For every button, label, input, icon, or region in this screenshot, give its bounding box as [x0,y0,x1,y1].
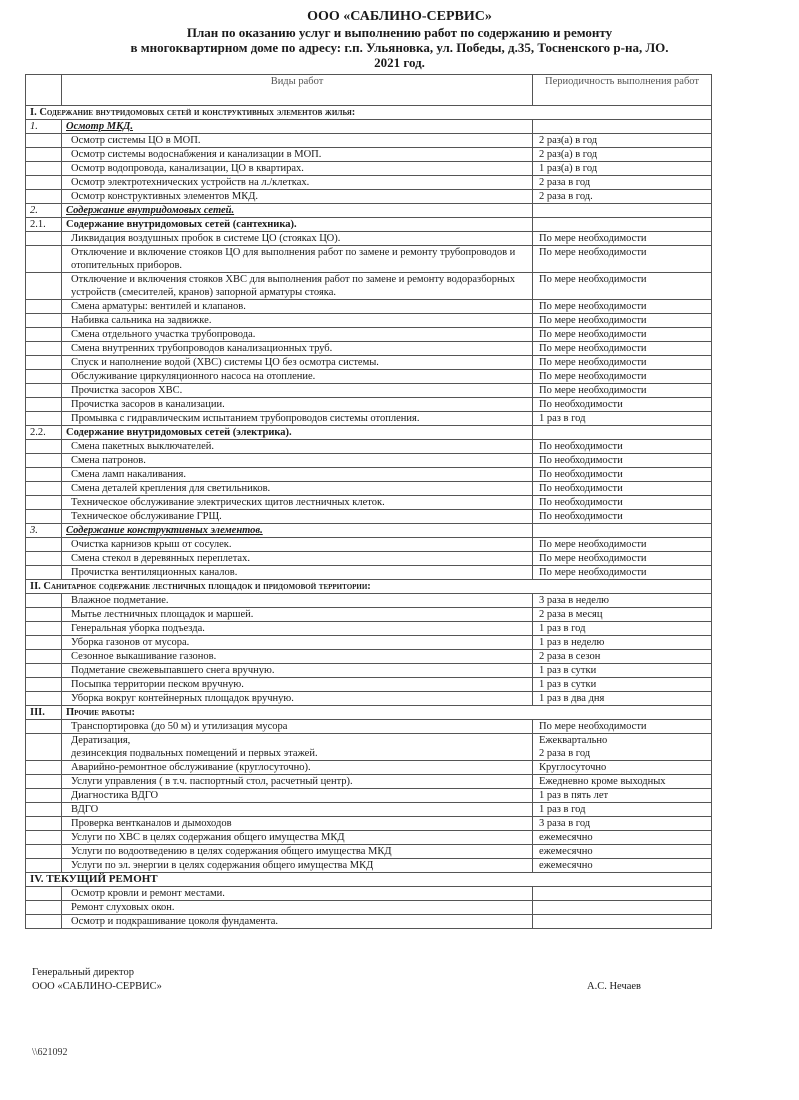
document-header [0,8,799,70]
num-cell [26,384,62,398]
work-cell: Отключение и включение стояков ЦО для выполнения работ по замене и ремонту трубопроводов и отопительных приборов. [62,246,533,273]
period-cell: 2 раза в год [533,176,712,190]
table-row [26,454,712,468]
num-cell [26,594,62,608]
work-cell: Смена деталей крепления для светильников. [62,482,533,496]
table-row [26,761,712,775]
table-row [26,734,712,761]
table-header-row [26,75,712,106]
table-row [26,831,712,845]
period-cell: 1 раз(а) в год [533,162,712,176]
period-text: 2 раза в год [539,748,591,759]
num-cell [26,232,62,246]
work-cell: Уборка газонов от мусора. [62,636,533,650]
period-cell: ежемесячно [533,831,712,845]
table-row [26,692,712,706]
work-cell: Осмотр кровли и ремонт местами. [62,887,533,901]
period-cell: 1 раз в сутки [533,664,712,678]
num-cell [26,246,62,273]
work-cell: Набивка сальника на задвижке. [62,314,533,328]
work-cell: Смена стекол в деревянных переплетах. [62,552,533,566]
period-cell: 1 раз в год [533,622,712,636]
work-plan-table [25,74,712,929]
num-cell [26,761,62,775]
num-cell [26,566,62,580]
num-cell [26,328,62,342]
period-cell: Круглосуточно [533,761,712,775]
work-cell: Посыпка территории песком вручную. [62,678,533,692]
work-cell: Мытье лестничных площадок и маршей. [62,608,533,622]
table-row [26,176,712,190]
period-cell [533,734,712,761]
table-row [26,510,712,524]
num-cell [26,342,62,356]
subsection-row [26,218,712,232]
subsection-number: 2.2. [26,426,62,440]
work-cell: Прочистка вентиляционных каналов. [62,566,533,580]
period-cell: 1 раз в сутки [533,678,712,692]
header-work-cell: Виды работ [62,75,533,106]
table-row [26,370,712,384]
subsection-number: 3. [26,524,62,538]
table-row [26,594,712,608]
period-cell [533,524,712,538]
num-cell [26,273,62,300]
work-cell: ВДГО [62,803,533,817]
period-cell: По необходимости [533,454,712,468]
period-cell: По мере необходимости [533,273,712,300]
section-title: I. Содержание внутридомовых сетей и конструктивных элементов жилья: [26,106,712,120]
period-cell: 2 раза в месяц [533,608,712,622]
period-cell: 1 раз в два дня [533,692,712,706]
work-cell: Осмотр и подкрашивание цоколя фундамента. [62,915,533,929]
subsection-title: Содержание внутридомовых сетей (электрика). [62,426,533,440]
num-cell [26,887,62,901]
num-cell [26,678,62,692]
table-row [26,482,712,496]
section-row [26,106,712,120]
work-cell: Смена отдельного участка трубопровода. [62,328,533,342]
num-cell [26,356,62,370]
num-cell [26,636,62,650]
num-cell [26,692,62,706]
table-row [26,859,712,873]
work-cell: Обслуживание циркуляционного насоса на отопление. [62,370,533,384]
num-cell [26,845,62,859]
period-cell: 2 раз(а) в год [533,148,712,162]
period-cell: По мере необходимости [533,538,712,552]
work-cell: Уборка вокруг контейнерных площадок вручную. [62,692,533,706]
table-row [26,440,712,454]
work-cell: Влажное подметание. [62,594,533,608]
work-cell: Техническое обслуживание электрических щитов лестничных клеток. [62,496,533,510]
num-cell [26,789,62,803]
num-cell [26,314,62,328]
director-position: Генеральный директор [32,967,134,978]
period-cell: По мере необходимости [533,356,712,370]
num-cell [26,510,62,524]
table-row [26,720,712,734]
period-cell: По мере необходимости [533,232,712,246]
table-row [26,901,712,915]
period-cell: По мере необходимости [533,246,712,273]
work-cell: Спуск и наполнение водой (ХВС) системы ЦО без осмотра системы. [62,356,533,370]
table-row [26,552,712,566]
num-cell [26,412,62,426]
company-title: ООО «САБЛИНО-СЕРВИС» [307,9,492,24]
num-cell [26,664,62,678]
period-cell [533,204,712,218]
work-cell: Осмотр водопровода, канализации, ЦО в квартирах. [62,162,533,176]
work-cell: Прочистка засоров ХВС. [62,384,533,398]
work-cell: Диагностика ВДГО [62,789,533,803]
table-row [26,468,712,482]
table-row [26,232,712,246]
subsection-row [26,524,712,538]
num-cell [26,831,62,845]
table-row [26,273,712,300]
section-title: Прочие работы: [62,706,712,720]
work-cell: Проверка вентканалов и дымоходов [62,817,533,831]
table-row [26,622,712,636]
period-cell: По мере необходимости [533,552,712,566]
period-cell: По мере необходимости [533,566,712,580]
table-row [26,384,712,398]
table-row [26,190,712,204]
year-line: 2021 год. [374,55,425,70]
period-cell: По мере необходимости [533,300,712,314]
work-text: Дератизация, [71,735,131,746]
subsection-row [26,120,712,134]
table-row [26,566,712,580]
period-cell [533,218,712,232]
section-row [26,580,712,594]
work-cell: Промывка с гидравлическим испытанием трубопроводов системы отопления. [62,412,533,426]
period-cell: ежемесячно [533,845,712,859]
work-cell: Прочистка засоров в канализации. [62,398,533,412]
period-cell: По необходимости [533,440,712,454]
section-title: IV. ТЕКУЩИЙ РЕМОНТ [26,873,712,887]
table-row [26,845,712,859]
num-cell [26,134,62,148]
num-cell [26,468,62,482]
table-row [26,664,712,678]
work-cell: Транспортировка (до 50 м) и утилизация мусора [62,720,533,734]
num-cell [26,915,62,929]
table-row [26,246,712,273]
director-name: А.С. Нечаев [587,981,642,992]
table-row [26,789,712,803]
num-cell [26,803,62,817]
table-row [26,608,712,622]
num-cell [26,552,62,566]
table-row [26,650,712,664]
num-cell [26,734,62,761]
table-row [26,412,712,426]
period-cell: 3 раза в неделю [533,594,712,608]
table-row [26,162,712,176]
work-cell: Отключение и включения стояков ХВС для выполнения работ по замене и ремонту водоразборных устройств (смесителей, кранов) запорной арматуры стояка. [62,273,533,300]
table-row [26,300,712,314]
work-cell: Осмотр электротехнических устройств на л./клетках. [62,176,533,190]
period-cell: По мере необходимости [533,720,712,734]
period-cell: По мере необходимости [533,342,712,356]
table-row [26,148,712,162]
work-cell [62,734,533,761]
table-row [26,314,712,328]
work-cell: Услуги по эл. энергии в целях содержания общего имущества МКД [62,859,533,873]
section-number: III. [26,706,62,720]
period-cell: 2 раз(а) в год [533,134,712,148]
period-cell: 1 раз в год [533,412,712,426]
num-cell [26,190,62,204]
section-title: II. Санитарное содержание лестничных площадок и придомовой территории: [26,580,712,594]
num-cell [26,608,62,622]
period-cell: По мере необходимости [533,328,712,342]
period-cell: По необходимости [533,398,712,412]
table-row [26,328,712,342]
table-row [26,342,712,356]
work-cell: Аварийно-ремонтное обслуживание (круглосуточно). [62,761,533,775]
work-cell: Техническое обслуживание ГРЩ. [62,510,533,524]
num-cell [26,775,62,789]
period-cell: 1 раз в пять лет [533,789,712,803]
table-row [26,538,712,552]
period-cell: 2 раза в сезон [533,650,712,664]
period-cell: 3 раза в год [533,817,712,831]
num-cell [26,454,62,468]
table-row [26,636,712,650]
period-cell [533,915,712,929]
header-num-cell [26,75,62,106]
table-row [26,398,712,412]
subsection-number: 2.1. [26,218,62,232]
work-cell: Осмотр системы водоснабжения и канализации в МОП. [62,148,533,162]
num-cell [26,176,62,190]
table-row [26,134,712,148]
table-row [26,887,712,901]
num-cell [26,901,62,915]
subsection-number: 1. [26,120,62,134]
work-cell: Смена пакетных выключателей. [62,440,533,454]
subsection-row [26,426,712,440]
work-cell: Смена арматуры: вентилей и клапанов. [62,300,533,314]
period-cell: По необходимости [533,510,712,524]
table-row [26,915,712,929]
work-cell: Услуги по ХВС в целях содержания общего имущества МКД [62,831,533,845]
work-cell: Смена ламп накаливания. [62,468,533,482]
num-cell [26,162,62,176]
subsection-title: Осмотр МКД. [62,120,533,134]
director-company: ООО «САБЛИНО-СЕРВИС» [32,981,162,992]
period-cell: По мере необходимости [533,384,712,398]
subsection-title: Содержание внутридомовых сетей. [62,204,533,218]
period-cell: Ежедневно кроме выходных [533,775,712,789]
work-text: дезинсекция подвальных помещений и первых этажей. [71,748,318,759]
document-number: \\621092 [32,1047,68,1058]
period-cell: По необходимости [533,496,712,510]
work-cell: Осмотр конструктивных элементов МКД. [62,190,533,204]
work-cell: Сезонное выкашивание газонов. [62,650,533,664]
table-row [26,803,712,817]
num-cell [26,538,62,552]
period-cell: 1 раз в год [533,803,712,817]
header-period-cell: Периодичность выполнения работ [533,75,712,106]
period-cell [533,120,712,134]
num-cell [26,720,62,734]
num-cell [26,817,62,831]
table-row [26,775,712,789]
subsection-number: 2. [26,204,62,218]
period-cell: 2 раза в год. [533,190,712,204]
num-cell [26,482,62,496]
work-cell: Ремонт слуховых окон. [62,901,533,915]
table-row [26,356,712,370]
period-cell: ежемесячно [533,859,712,873]
period-cell: По необходимости [533,482,712,496]
table-row [26,496,712,510]
period-text: Ежеквартально [539,735,608,746]
work-cell: Смена патронов. [62,454,533,468]
num-cell [26,650,62,664]
subsection-title: Содержание внутридомовых сетей (сантехника). [62,218,533,232]
table-row [26,678,712,692]
num-cell [26,398,62,412]
section-row [26,873,712,887]
work-cell: Смена внутренних трубопроводов канализационных труб. [62,342,533,356]
period-cell [533,887,712,901]
num-cell [26,148,62,162]
num-cell [26,496,62,510]
num-cell [26,440,62,454]
work-cell: Ликвидация воздушных пробок в системе ЦО (стояках ЦО). [62,232,533,246]
period-cell: 1 раз в неделю [533,636,712,650]
subsection-title: Содержание конструктивных элементов. [62,524,533,538]
table-row [26,817,712,831]
work-cell: Генеральная уборка подъезда. [62,622,533,636]
plan-title: План по оказанию услуг и выполнению работ по содержанию и ремонту [186,25,613,40]
period-cell: По мере необходимости [533,314,712,328]
num-cell [26,622,62,636]
num-cell [26,370,62,384]
num-cell [26,859,62,873]
num-cell [26,300,62,314]
work-cell: Очистка карнизов крыш от сосулек. [62,538,533,552]
period-cell: По необходимости [533,468,712,482]
work-cell: Услуги управления ( в т.ч. паспортный стол, расчетный центр). [62,775,533,789]
period-cell [533,901,712,915]
work-cell: Осмотр системы ЦО в МОП. [62,134,533,148]
period-cell [533,426,712,440]
subsection-row [26,204,712,218]
period-cell: По мере необходимости [533,370,712,384]
address-line: в многоквартирном доме по адресу: г.п. Ульяновка, ул. Победы, д.35, Тосненского р-на, ЛО. [130,40,669,55]
work-cell: Подметание свежевыпавшего снега вручную. [62,664,533,678]
work-cell: Услуги по водоотведению в целях содержания общего имущества МКД [62,845,533,859]
section-row [26,706,712,720]
